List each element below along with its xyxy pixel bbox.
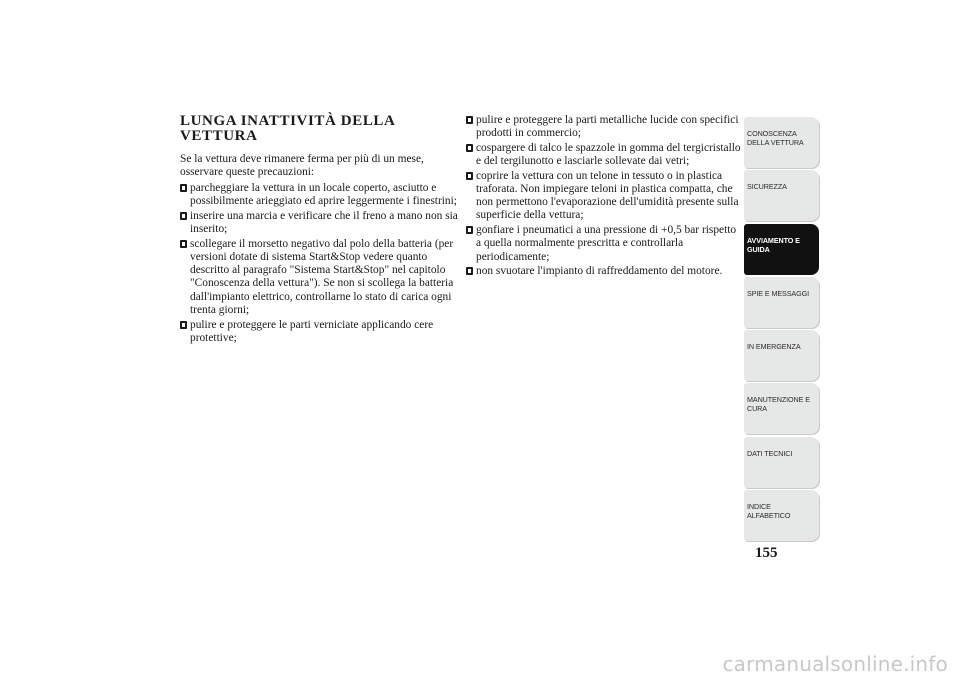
checkbox-bullet-icon [466,267,473,275]
list-item-text: gonfiare i pneumatici a una pressione di +0,5 bar rispetto a quella normalmente prescritta e controllarla periodicamente; [476,224,737,263]
bullet-list-right [466,114,741,278]
tab-in-emergenza[interactable] [744,330,819,381]
list-item [466,170,741,223]
tab-conoscenza-della-vettura[interactable] [744,117,819,168]
watermark: carmanualsonline.info [722,652,948,676]
list-item [466,224,741,264]
section-heading: LUNGA INATTIVITÀ DELLA VETTURA [180,113,395,144]
tab-avviamento-e-guida[interactable] [744,224,819,275]
list-item-text: parcheggiare la vettura in un locale coperto, asciutto e possibilmente arieggiato ed aprire leggermente i finestrini; [190,182,457,208]
checkbox-bullet-icon [180,184,187,192]
checkbox-bullet-icon [180,240,187,248]
page-number: 155 [755,545,778,561]
tab-label: CONOSCENZA DELLA VETTURA [747,129,804,147]
tab-label: INDICE ALFABETICO [747,502,791,521]
left-column [180,182,458,346]
tab-manutenzione-e-cura[interactable] [744,383,819,434]
list-item-text: inserire una marcia e verificare che il freno a mano non sia inserito; [190,209,458,236]
checkbox-bullet-icon [180,212,187,220]
list-item [180,319,458,345]
intro-paragraph: Se la vettura deve rimanere ferma per più di un mese, osservare queste precauzioni: [180,153,424,179]
list-item-text: cospargere di talco le spazzole in gomma del tergicristallo e del tergilunotto e lasciarle sollevate dai vetri; [476,141,741,168]
list-item-text: coprire la vettura con un telone in tessuto o in plastica traforata. Non impiegare teloni in plastica compatta, che non permettono l'evaporazione dell'umidità presente sulla superficie della vettura; [476,169,739,222]
tab-label: SICUREZZA [747,182,787,192]
tab-spie-e-messaggi[interactable] [744,277,819,328]
list-item-text: scollegare il morsetto negativo dal polo della batteria (per versioni dotate di sistema Start&Stop vedere quanto descritto al paragrafo "Sistema Start&Stop" nel capitolo "Conoscenza della vettura"). Se non si scollega la batteria dall'impianto elettrico, controllarne lo stato di carica ogni trenta giorni; [190,237,454,316]
list-item-text: pulire e proteggere le parti verniciate applicando cere protettive; [190,318,434,344]
list-item [466,142,741,168]
tab-label: MANUTENZIONE E CURA [747,395,810,414]
checkbox-bullet-icon [466,144,473,152]
chapter-tabs [744,117,819,543]
checkbox-bullet-icon [180,321,187,329]
list-item [466,114,741,140]
list-item [180,238,458,317]
tab-label: AVVIAMENTO E GUIDA [747,235,800,254]
list-item [180,182,458,208]
list-item [466,265,741,278]
tab-label: IN EMERGENZA [747,342,801,352]
tab-label: DATI TECNICI [747,448,793,458]
right-column [466,114,741,280]
checkbox-bullet-icon [466,226,473,234]
list-item [180,210,458,236]
checkbox-bullet-icon [466,116,473,124]
tab-dati-tecnici[interactable] [744,437,819,488]
tab-label: SPIE E MESSAGGI [747,288,810,298]
checkbox-bullet-icon [466,172,473,180]
list-item-text: pulire e proteggere la parti metalliche lucide con specifici prodotti in commercio; [476,114,739,140]
bullet-list-left [180,182,458,345]
tab-indice-alfabetico[interactable] [744,490,819,541]
list-item-text: non svuotare l'impianto di raffreddamento del motore. [476,265,723,278]
tab-sicurezza[interactable] [744,170,819,221]
